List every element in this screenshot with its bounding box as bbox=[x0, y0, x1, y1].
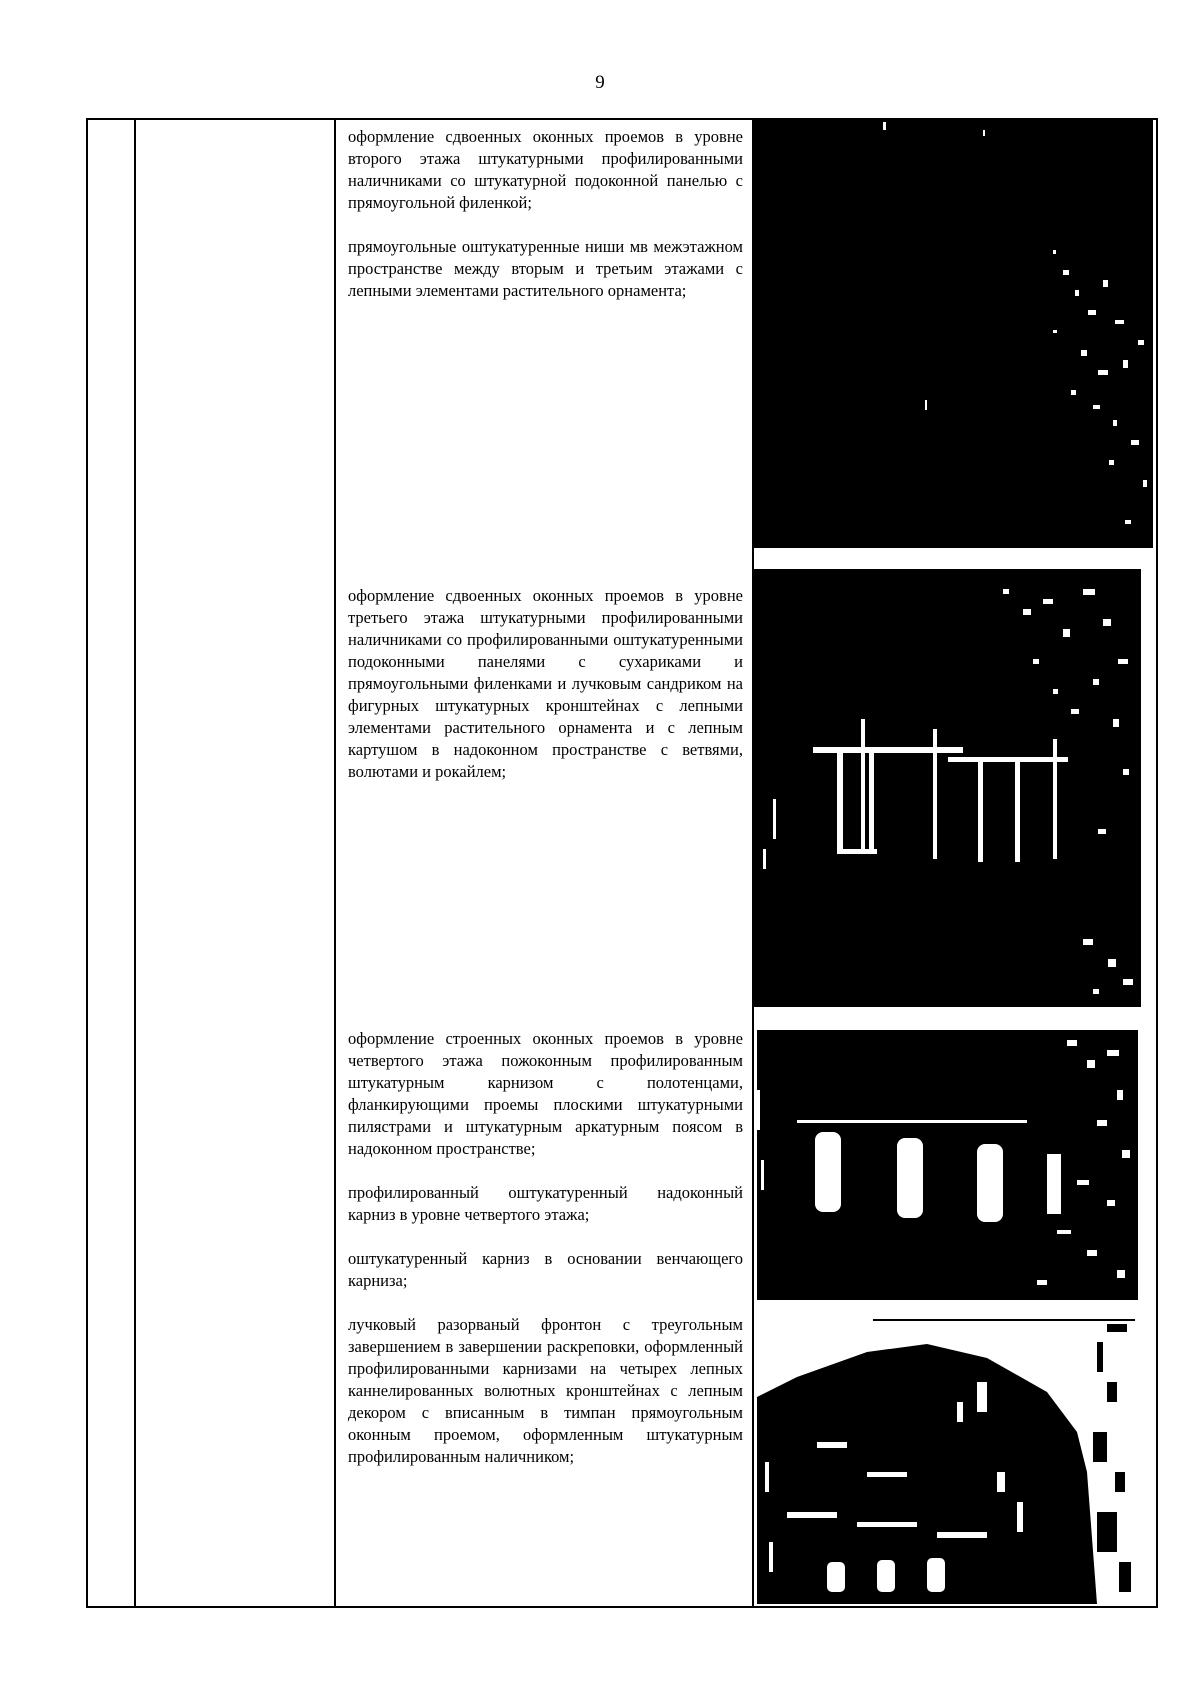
description-paragraph: лучковый разорваный фронтон с треугольным завершением в завершении раскреповки, оформленный профилированными карнизами на четырех лепных каннелированных волютных кронштейнах с лепным декором с вписанным в тимпан прямоугольным оконным проемом, оформленным штукатурным профилированным наличником; bbox=[348, 1315, 743, 1466]
table-row bbox=[348, 1028, 743, 1468]
description-paragraph: оформление сдвоенных оконных проемов в уровне второго этажа штукатурными профилированными наличниками со штукатурной подоконной панелью с прямоугольной филенкой; bbox=[348, 127, 743, 212]
facade-photo-fourth-floor-windows bbox=[757, 1030, 1138, 1300]
page-number: 9 bbox=[595, 72, 605, 93]
description-paragraph: профилированный оштукатуренный надоконный карниз в уровне четвертого этажа; bbox=[348, 1183, 743, 1224]
facade-photo-second-floor bbox=[753, 120, 1153, 548]
photo-separator-line bbox=[873, 1319, 1135, 1321]
column-divider-2 bbox=[334, 118, 336, 1606]
table-row bbox=[348, 126, 743, 302]
description-paragraph: оштукатуренный карниз в основании венчающего карниза; bbox=[348, 1249, 743, 1290]
table-row bbox=[348, 585, 743, 783]
description-paragraph: оформление сдвоенных оконных проемов в уровне третьего этажа штукатурными профилированными наличниками со профилированными оштукатуренными подоконными панелями с сухариками и прямоугольными филенками и лучковым сандриком на фигурных штукатурных кронштейнах с лепными элементами растительного орнамента и с лепным картушом в надоконном пространстве с ветвями, волютами и рокайлем; bbox=[348, 586, 743, 781]
description-paragraph: прямоугольные оштукатуренные ниши мв межэтажном пространстве между вторым и третьим этажами с лепными элементами растительного орнамента; bbox=[348, 237, 743, 300]
description-paragraph: оформление строенных оконных проемов в уровне четвертого этажа пожоконным профилированным штукатурным карнизом с полотенцами, фланкирующими проемы плоскими штукатурными пилястрами и штукатурным аркатурным поясом в надоконном пространстве; bbox=[348, 1029, 743, 1158]
column-divider-1 bbox=[134, 118, 136, 1606]
facade-photo-pediment bbox=[757, 1322, 1138, 1604]
facade-photo-third-floor-windows bbox=[753, 569, 1141, 1007]
